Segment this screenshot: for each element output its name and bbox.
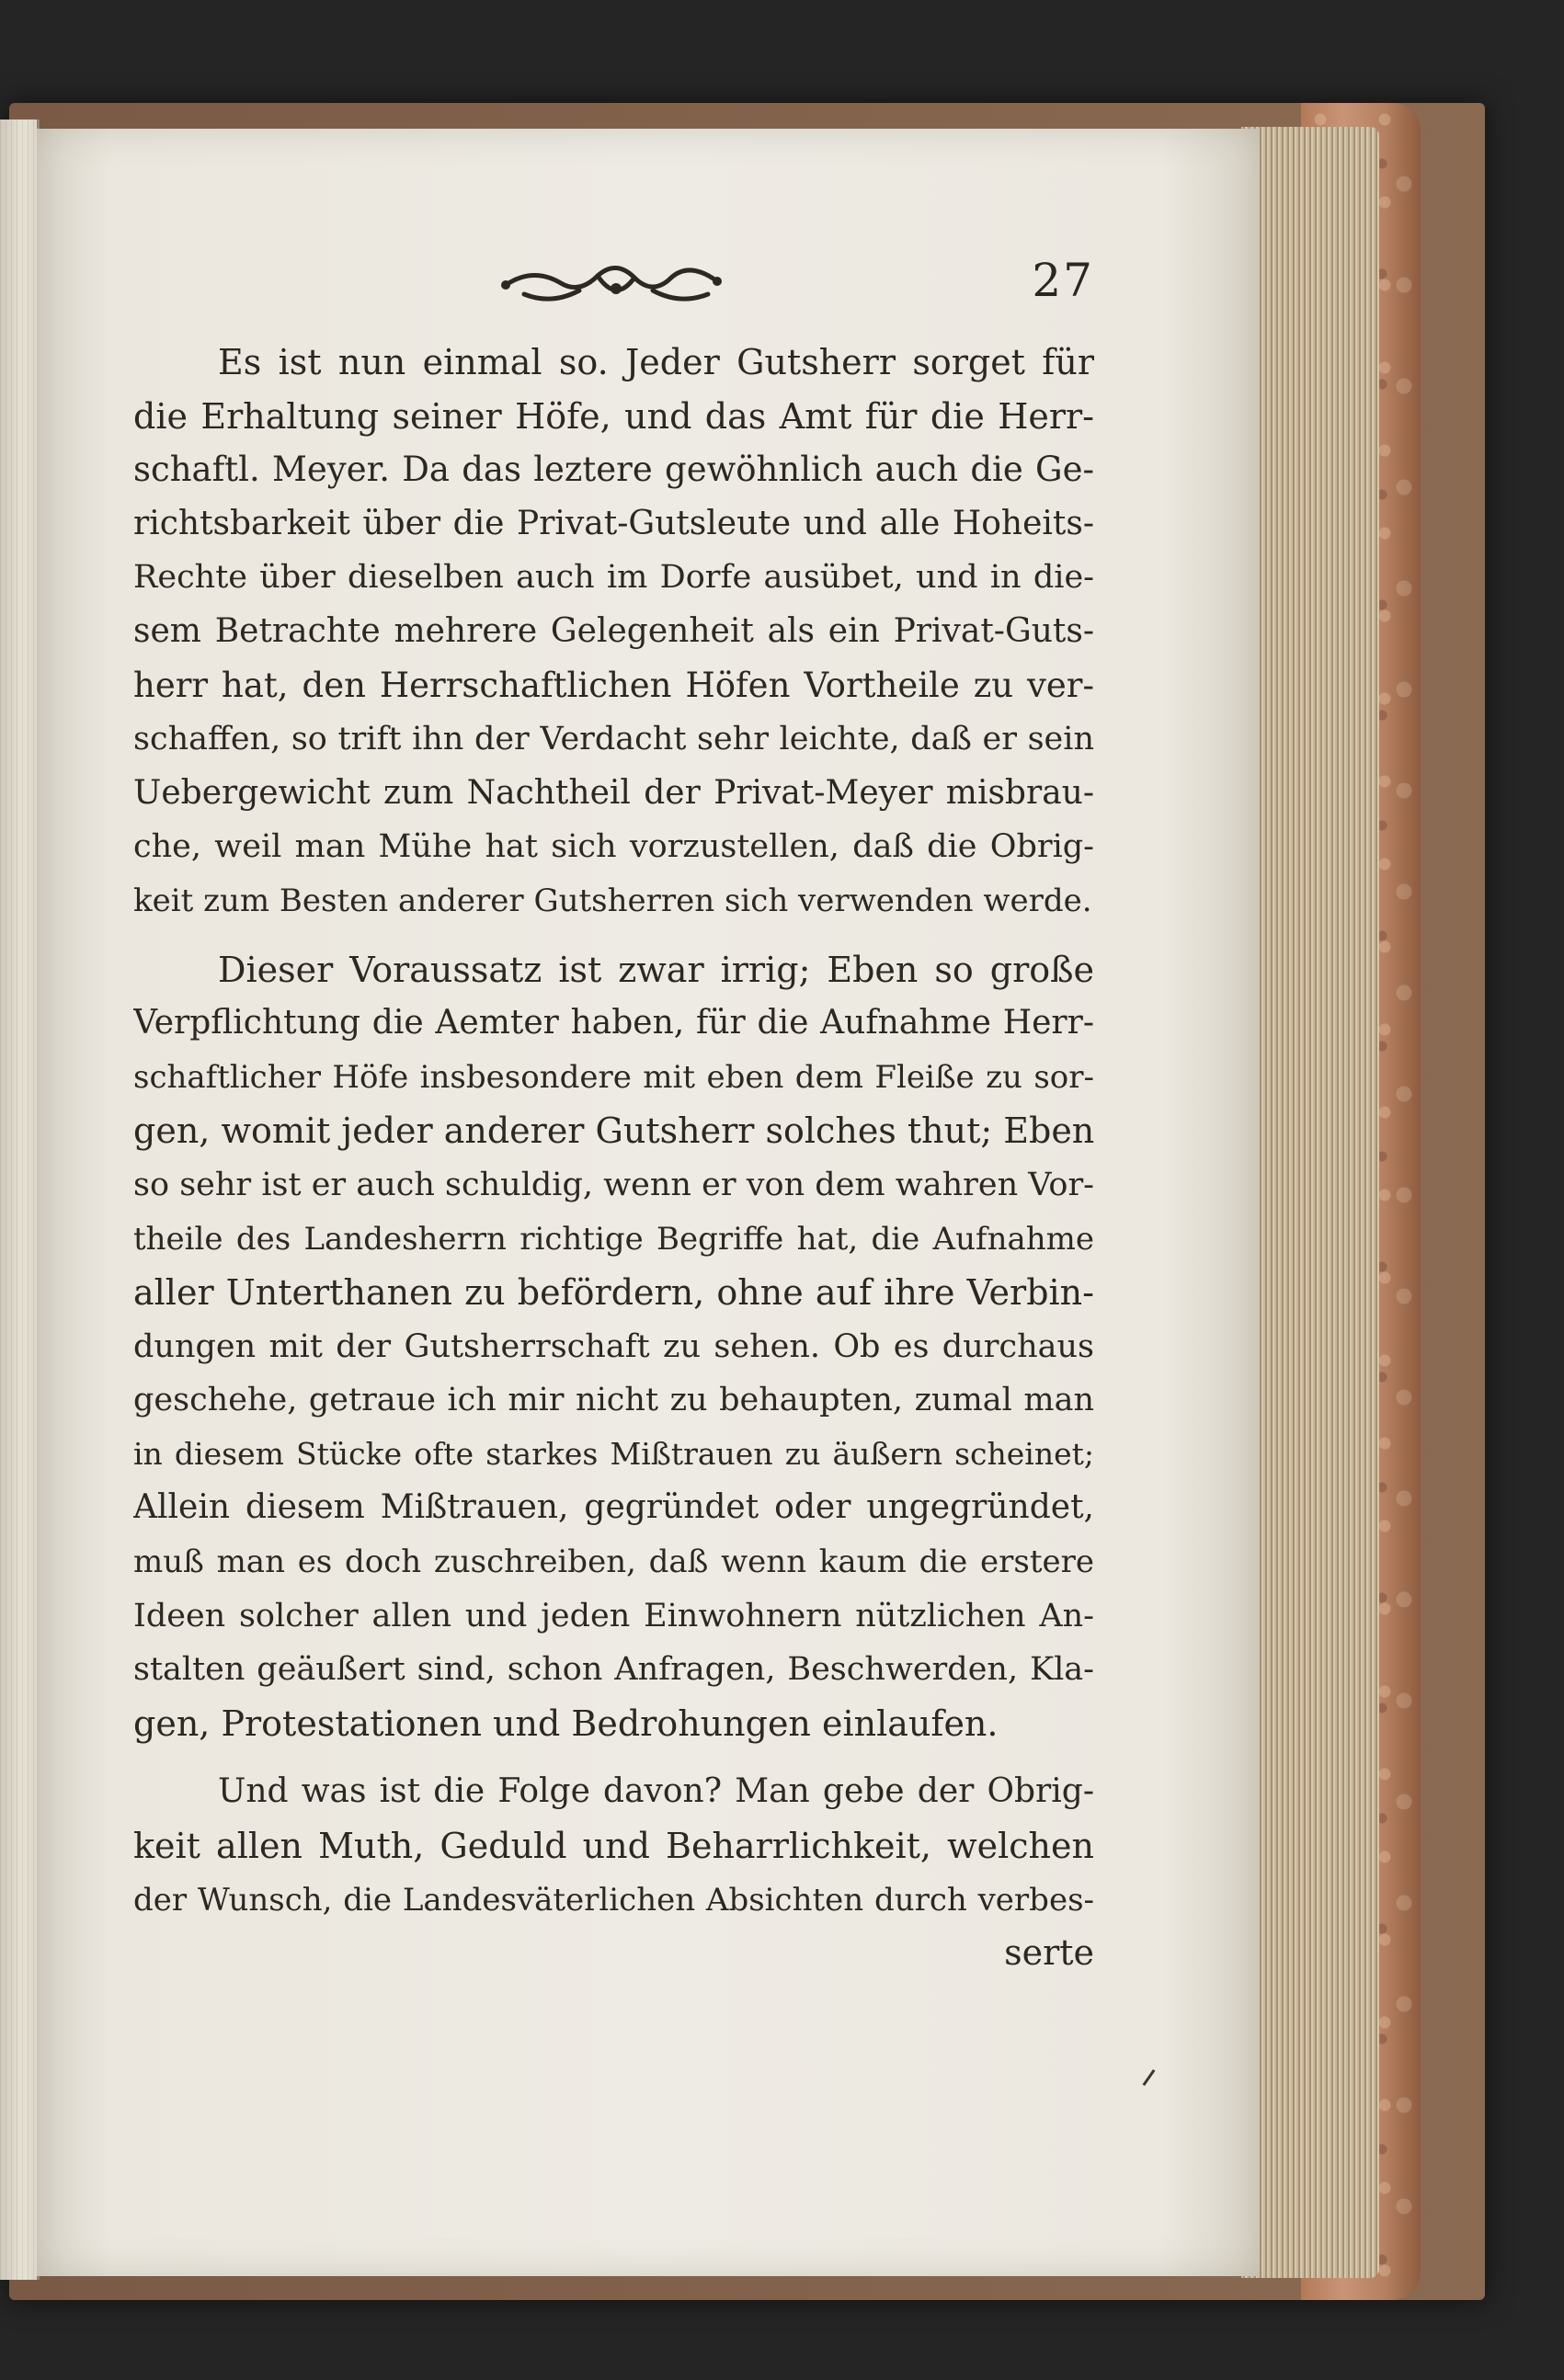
text-line: der Wunsch, die Landesväterlichen Absichten durch verbes- — [133, 1881, 1094, 1919]
ornament-icon — [487, 248, 745, 322]
text-line: stalten geäußert sind, schon Anfragen, Beschwerden, Kla- — [133, 1651, 1094, 1689]
text-line: schaffen, so trift ihn der Verdacht sehr leichte, daß er sein — [133, 721, 1094, 758]
page-number: 27 — [1032, 254, 1094, 307]
text-line: theile des Landesherrn richtige Begriffe hat, die Aufnahme — [133, 1220, 1094, 1258]
text-line: Dieser Voraussatz ist zwar irrig; Eben so große — [218, 949, 1094, 990]
text-line: che, weil man Mühe hat sich vorzustellen, daß die Obrig- — [133, 828, 1094, 866]
text-line: Und was ist die Folge davon? Man gebe der Obrig- — [218, 1772, 1094, 1811]
catchword: serte — [1004, 1932, 1094, 1973]
text-line: Verpflichtung die Aemter haben, für die Aufnahme Herr- — [133, 1004, 1094, 1042]
recto-page — [37, 129, 1260, 2276]
text-line: gen, womit jeder anderer Gutsherr solches thut; Eben — [133, 1110, 1094, 1152]
body-text — [133, 336, 1094, 1927]
text-line: Ideen solcher allen und jeden Einwohnern nützlichen An- — [133, 1597, 1094, 1634]
text-line: keit zum Besten anderer Gutsherren sich verwenden werde. — [133, 882, 1092, 919]
paper-mark — [1143, 2069, 1156, 2086]
text-line: gen, Protestationen und Bedrohungen einlaufen. — [133, 1702, 999, 1744]
text-line: keit allen Muth, Geduld und Beharrlichkeit, welchen — [133, 1826, 1094, 1867]
text-line: Allein diesem Mißtrauen, gegründet oder ungegründet, — [133, 1488, 1094, 1527]
text-line: Es ist nun einmal so. Jeder Gutsherr sorget für — [218, 342, 1094, 382]
text-line: sem Betrachte mehrere Gelegenheit als ein Privat-Guts- — [133, 611, 1094, 650]
page-block-edges — [1241, 127, 1379, 2278]
text-line: die Erhaltung seiner Höfe, und das Amt für die Herr- — [133, 395, 1094, 437]
text-line: schaftlicher Höfe insbesondere mit eben dem Fleiße zu sor- — [133, 1058, 1094, 1096]
text-line: richtsbarkeit über die Privat-Gutsleute und alle Hoheits- — [133, 504, 1094, 542]
text-line: Rechte über dieselben auch im Dorfe ausübet, und in die- — [133, 559, 1094, 597]
text-line: so sehr ist er auch schuldig, wenn er von dem wahren Vor- — [133, 1166, 1094, 1203]
text-line: geschehe, getraue ich mir nicht zu behaupten, zumal man — [133, 1382, 1094, 1419]
text-line: in diesem Stücke ofte starkes Mißtrauen zu äußern scheinet; — [133, 1435, 1094, 1472]
text-line: muß man es doch zuschreiben, daß wenn kaum die erstere — [133, 1543, 1094, 1581]
left-page-lines — [0, 120, 35, 2280]
text-line: herr hat, den Herrschaftlichen Höfen Vortheile zu ver- — [133, 665, 1094, 705]
text-line: aller Unterthanen zu befördern, ohne auf ihre Verbin- — [133, 1272, 1094, 1314]
text-line: dungen mit der Gutsherrschaft zu sehen. Ob es durchaus — [133, 1327, 1094, 1365]
text-line: schaftl. Meyer. Da das leztere gewöhnlich auch die Ge- — [133, 450, 1094, 490]
left-page-edge — [0, 120, 40, 2280]
paragraph-gap — [133, 928, 1094, 943]
text-line: Uebergewicht zum Nachtheil der Privat-Meyer misbrau- — [133, 773, 1094, 812]
paragraph-gap — [133, 1750, 1094, 1765]
